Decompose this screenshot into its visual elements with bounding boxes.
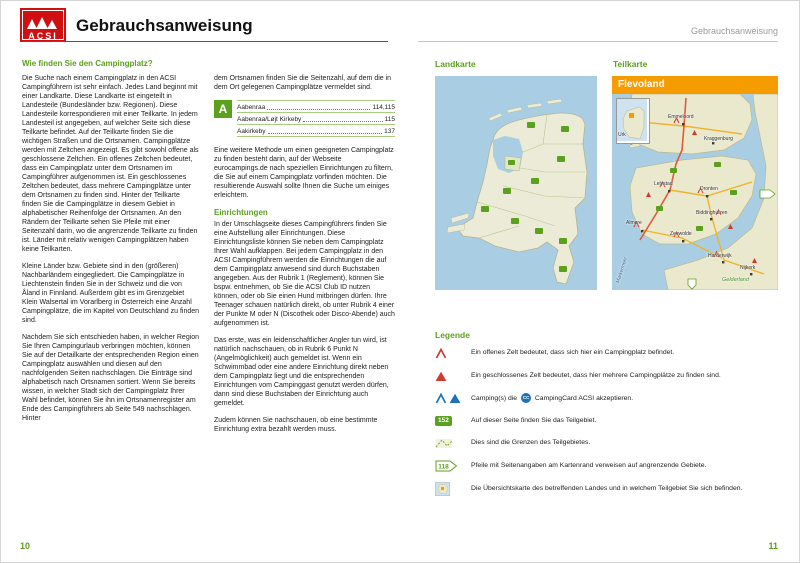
legend-text-inner: Ein geschlossenes Zelt bedeutet, dass hier mehrere Campingplätze zu finden sind. [471,371,721,379]
open-tent-icon [435,348,471,359]
body-paragraph: Das erste, was ein leidenschaftlicher Angler tun wird, ist natürlich nachschauen, ob in Rubrik 6 Punkt N (Angelmöglichkeit) auch gemeldet ist. Wenn ein Schwimmbad oder eine andere Einrichtung direkt neben dem Campingplatz liegt und die entsprechenden Einrichtungen vom Campinggast genutzt werden dürfen, dann sind diese Buchstaben der Einrichtung auch gemeldet. [214,337,389,407]
map-water-label: Markermeer [615,256,630,284]
campingcard-tents-icon [435,393,471,404]
index-example-box [214,100,395,137]
map-label: Lelystad [654,181,673,187]
map-label: Urk [618,132,626,138]
detail-map [612,76,778,290]
body-paragraph: Die Suche nach einem Campingplatz in den ACSI Campingführern ist sehr einfach. Jedes Land beginnt mit einer Landkarte. Diese Landkarte ist eingeteilt in Landesteile (Bundesländer bzw. Regionen). Diese Landesteile korrespondieren mit einer Teilkarte. In jedem Landesteil ist angegeben, auf welcher Seite sich diese Teilkarte befindet. Auf der Teilkarte finden Sie die wichtigen Straßen und die Ortsnamen. Campingplätze werden mit Zeltchen angezeigt. Es gibt sowohl offene als geschlossene Zeltchen. Ein offenes Zeltchen bedeutet, dass ein Campingplatz unter dem Ortsnamen im Campingführer aufgenommen ist. Ein geschlossenes Zeltchen bedeutet, dass mehrere Campingplätze unter dem Ortsnamen zu finden sind. Hinter der Teilkarte finden Sie die Campingplätze in diesem Gebiet in alphabetischer Reihenfolge der Ortsnamen. An den Rändern der Teilkarte sehen Sie Pfeile mit einer Seitenzahl darin, wo die angrenzende Teilkarte zu finden ist. Länder mit relativ wenigen Campingplätzen haben keine Teilkarten. [22,75,199,253]
legend-row [435,370,780,383]
page-number-right: 11 [768,541,778,551]
page-badge: 152 [435,416,452,426]
legend-text: Ein offenes Zelt bedeutet, dass sich hier ein Campingplatz befindet. [471,349,675,357]
header-rule-left [20,41,388,42]
legend-row [435,460,780,473]
legend-row [435,437,780,450]
index-row [237,125,395,137]
overview-map-icon [435,482,471,496]
index-entry-name: Aabenraa [237,103,266,111]
legend [435,347,780,506]
body-paragraph: Kleine Länder bzw. Gebiete sind in den (größeren) Nachbarländern eingegliedert. Die Campingplätze in Liechtenstein finden Sie in der Schweiz und die von Åland in Finnland. Außerdem gibt es im Grenzgebiet Klein Walsertal im Vorarlberg in Österreich eine Anzahl Campingplätze, die im Kapitel von Deutschland zu finden sind. [22,263,200,324]
map-label: Dronten [700,186,718,192]
border-dashes-icon [435,438,471,449]
legend-text: Die Übersichtskarte des betreffenden Landes und in welchem Teilgebiet Sie sich befinden. [471,484,743,492]
body-paragraph: Zudem können Sie nachschauen, ob eine bestimmte Einrichtung extra bezahlt werden muss. [214,417,378,433]
body-paragraph: In der Umschlagseite dieses Campingführers finden Sie eine Aufstellung aller Einrichtungen. Diese Einrichtungsliste können Sie neben dem Campingplatz Ihrer Wahl aufklappen. Bei jedem Campingplatz in den ACSI Campingführern werden die Einrichtungen die auf dem Campingplatz anwesend sind durch Buchstaben angegeben. Aus der Rubrik 1 (Reglement), können Sie bspw. entnehmen, ob Sie die ACSI Club ID nutzen können, oder ob Sie einen Hund mitbringen dürfen. Ihre Teenager schauen natürlich direkt, ob unter Rubrik 4 einer der Punkte M oder N (Discothek oder Disco-Abende) auch aufgenommen ist. [214,221,395,327]
facilities-heading: Einrichtungen [214,208,268,217]
body-paragraph: dem Ortsnamen finden Sie die Seitenzahl, auf dem die in dem Ort gelegenen Campingplätze vermeldet sind. [214,75,392,91]
map-label: Almere [626,220,642,226]
legend-text: Pfeile mit Seitenangaben am Kartenrand verweisen auf angrenzende Gebiete. [471,461,707,469]
page-arrow-icon [435,460,471,472]
map-label: Biddinghuizen [696,210,728,216]
detail-map-canvas [612,94,778,290]
teilkarte-heading: Teilkarte [613,59,648,69]
page-arrow-number: 118 [438,463,449,471]
campingcard-logo-icon: CC [521,393,531,403]
map-label: Zeewolde [670,231,692,237]
index-letter: A [214,100,232,118]
legend-text-before: Camping(s) die [471,395,518,403]
page-number-left: 10 [20,541,31,551]
legend-text: Auf dieser Seite finden Sie das Teilgebiet. [471,416,597,424]
closed-tent-icon [435,371,471,382]
tents-icon [24,15,62,31]
legend-row [435,415,780,428]
index-entry-name: Aabenraa/Løjt Kirkeby [237,115,302,123]
running-head: Gebrauchsanweisung [690,26,778,36]
map-label: Nijkerk [740,265,756,271]
legend-text [471,393,633,403]
netherlands-map-graphic [435,76,597,290]
page-title: Gebrauchsanweisung [76,16,253,35]
logo-text: ACSI [28,31,58,41]
body-paragraph: Nachdem Sie sich entschieden haben, in welcher Region Sie Ihren Campingurlaub verbringen möchten, können Sie auf der Detailkarte der entsprechenden Region einen Campingplatz auswählen und diesen auf den nachfolgenden Seiten nachschlagen. Die Einträge sind alphabetisch nach Ortsnamen sortiert. Wenn Sie bereits wissen, in welcher Stadt sich der Campingplatz Ihrer Wahl befindet, können Sie ihn im Ortsnamenregister am Ende des Campingführers ab Seite 549 nachschlagen. Hinter [22,334,200,422]
legend-row [435,347,780,360]
legend-text-after: CampingCard ACSI akzeptieren. [534,395,634,403]
index-entries [237,100,395,137]
acsi-logo [20,8,66,42]
map-label: Harderwijk [708,253,732,259]
index-row [237,101,395,113]
dotted-leader [268,133,383,134]
region-title-band: Flevoland [612,76,778,94]
page-badge-icon [435,416,471,426]
dotted-leader [303,121,382,122]
legend-text [471,372,721,381]
legend-text: Dies sind die Grenzen des Teilgebietes. [471,439,591,447]
index-entry-name: Aakirkeby [237,127,266,135]
index-row [237,113,395,125]
header-rule-right [418,41,778,42]
legend-row [435,482,780,496]
landkarte-heading: Landkarte [435,59,476,69]
legend-row [435,392,780,405]
index-entry-pages: 115 [384,115,395,123]
section-heading: Wie finden Sie den Campingplatz? [22,59,153,68]
body-paragraph: Eine weitere Methode um einen geeigneten Campingplatz zu finden besteht darin, auf der Webseite eurocampings.de nach speziellen Einrichtungen zu filtern, die Sie auf einem Campingplatz vorfinden möchten. Die resultierende Auswahl sollte Ihnen die Suche um einiges erleichtern. [214,147,394,199]
dotted-leader [267,109,370,110]
map-label: Emmeloord [668,114,694,120]
legend-heading: Legende [435,330,470,340]
index-entry-pages: 114,115 [372,103,395,111]
map-area-label: Gelderland [722,277,749,283]
index-entry-pages: 137 [384,127,395,135]
country-map [435,76,597,290]
text-column-2 [214,74,395,442]
map-label: Kraggenburg [704,136,733,142]
text-column-1 [22,74,200,431]
